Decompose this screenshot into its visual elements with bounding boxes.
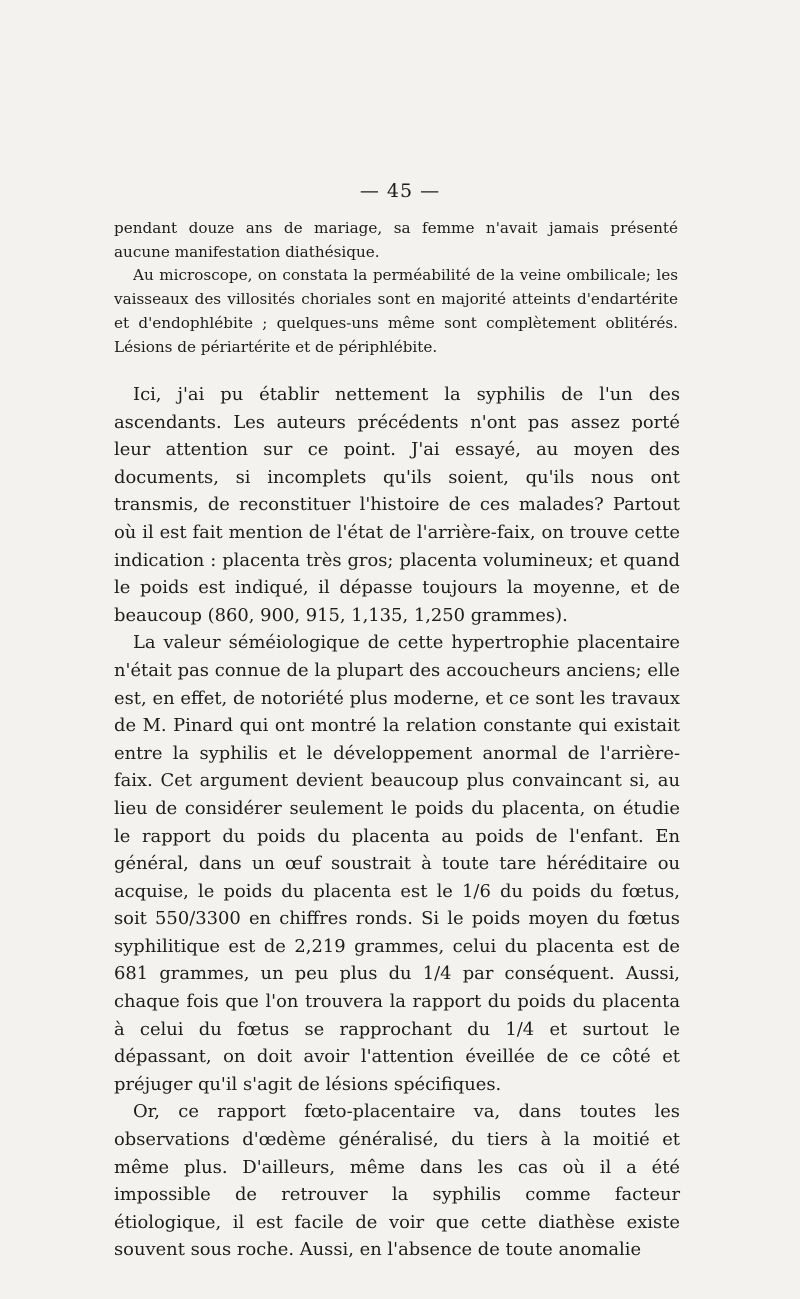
page-number: — 45 — bbox=[359, 180, 441, 202]
body-paragraph: La valeur séméiologique de cette hypertrophie placentaire n'était pas connue de la plupart des accoucheurs anciens; elle est, en effet, de notoriété plus moderne, et ce sont les travaux de M. Pinard qui ont montré la relation constante qui existait entre la syphilis et le développement anormal de l'arrière-faix. Cet argument devient beaucoup plus convaincant si, au lieu de considérer seulement le poids du placenta, on étudie le rapport du poids du placenta au poids de l'enfant. En général, dans un œuf soustrait à toute tare héréditaire ou acquise, le poids du placenta est le 1/6 du poids du fœtus, soit 550/3300 en chiffres ronds. Si le poids moyen du fœtus syphilitique est de 2,219 grammes, celui du placenta est de 681 grammes, un peu plus du 1/4 par conséquent. Aussi, chaque fois que l'on trouvera la rapport du poids du placenta à celui du fœtus se rapprochant du 1/4 et surtout le dépassant, on doit avoir l'attention éveillée de ce côté et préjuger qu'il s'agit de lésions spécifiques. bbox=[114, 632, 680, 1095]
note-paragraph: Au microscope, on constata la perméabilité de la veine ombilicale; les vaisseaux des villosités choriales sont en majorité atteints d'endartérite et d'endophlébite ; quelques-uns même sont complètement oblitérés. Lésions de périartérite et de périphlébite. bbox=[114, 266, 678, 356]
note-paragraph: pendant douze ans de mariage, sa femme n'avait jamais présenté aucune manifestation diathésique. bbox=[114, 219, 678, 261]
body-paragraph: Ici, j'ai pu établir nettement la syphilis de l'un des ascendants. Les auteurs précédents n'ont pas assez porté leur attention sur ce point. J'ai essayé, au moyen des documents, si incomplets qu'ils soient, qu'ils nous ont transmis, de reconstituer l'histoire de ces malades? Partout où il est fait mention de l'état de l'arrière-faix, on trouve cette indication : placenta très gros; placenta volumineux; et quand le poids est indiqué, il dépasse toujours la moyenne, et de beaucoup (860, 900, 915, 1,135, 1,250 grammes). bbox=[114, 384, 680, 626]
case-note bbox=[114, 217, 678, 359]
main-text bbox=[114, 381, 680, 1264]
body-paragraph: Or, ce rapport fœto-placentaire va, dans toutes les observations d'œdème généralisé, du tiers à la moitié et même plus. D'ailleurs, même dans les cas où il a été impossible de retrouver la syphilis comme facteur étiologique, il est facile de voir que cette diathèse existe souvent sous roche. Aussi, en l'absence de toute anomalie bbox=[114, 1101, 680, 1261]
